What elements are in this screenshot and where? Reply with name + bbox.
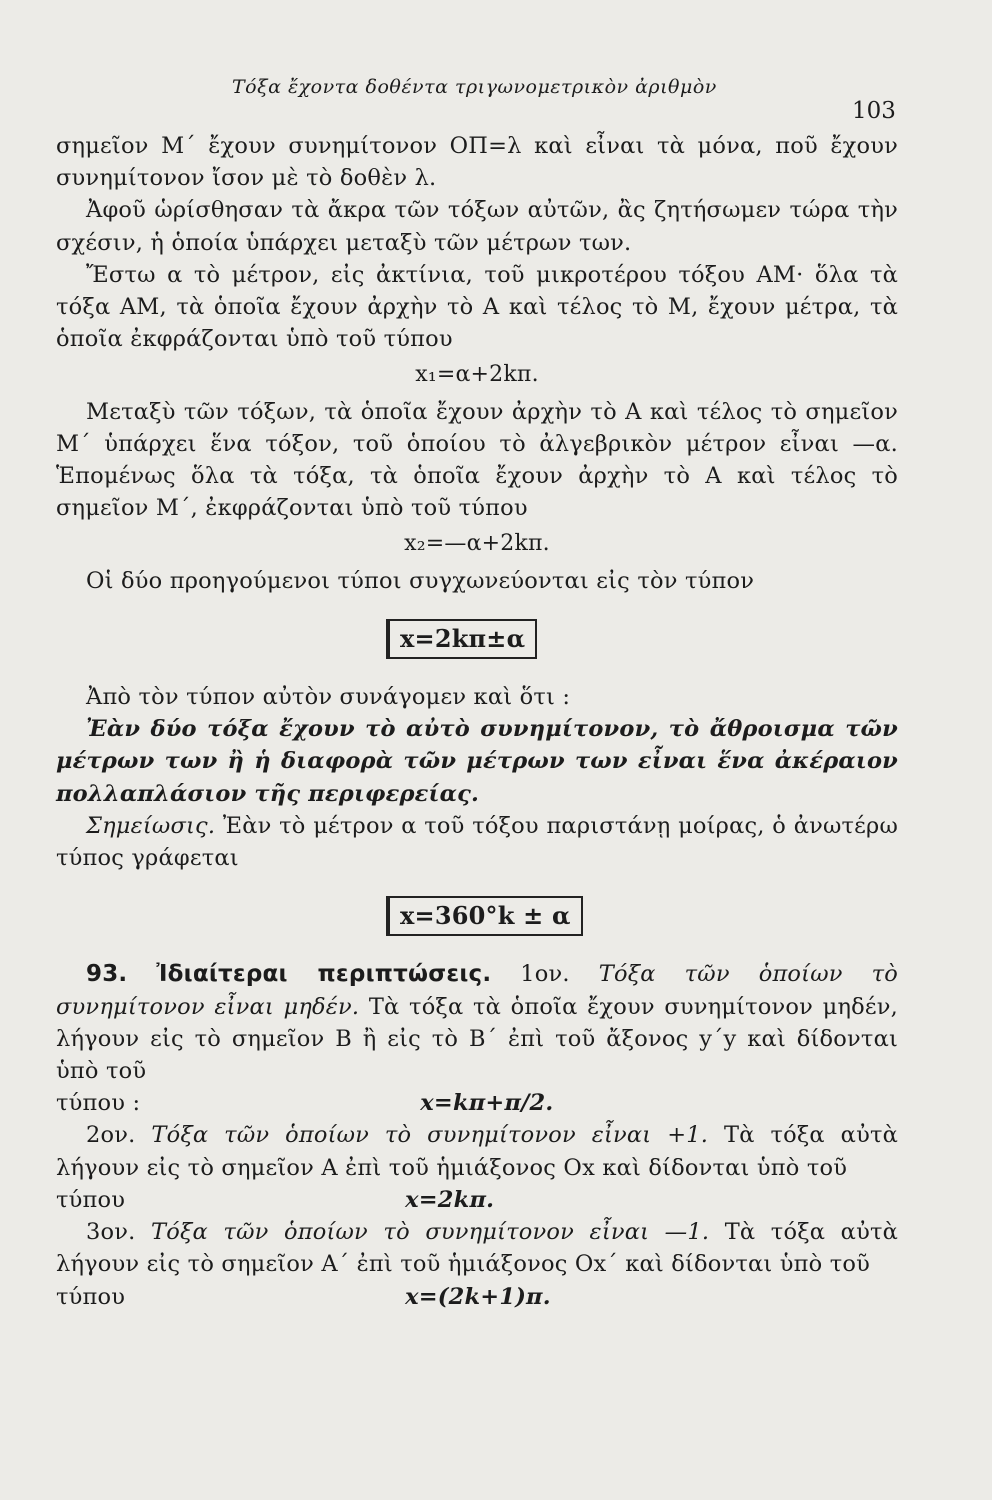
formula-x1: x₁=α+2kπ. bbox=[415, 362, 539, 388]
case-1-formula: x=kπ+π/2. bbox=[420, 1090, 554, 1117]
note-text: Ἐὰν τὸ μέτρον α τοῦ τόξου παριστάνῃ μοίρας, ὁ ἀνωτέρω τύπος γράφεται bbox=[56, 812, 898, 872]
page-number: 103 bbox=[852, 98, 896, 124]
section-number: 93. bbox=[86, 961, 128, 988]
case-3-label: 3ον. bbox=[86, 1219, 136, 1246]
case-2-heading: Τόξα τῶν ὁποίων τὸ συνημίτονον εἶναι +1. bbox=[151, 1122, 709, 1149]
case-2-paragraph bbox=[56, 1119, 898, 1183]
case-2-formula: x=2kπ. bbox=[405, 1186, 495, 1213]
paragraph-1: σημεῖον Μ΄ ἔχουν συνημίτονον ΟΠ=λ καὶ εἶναι τὰ μόνα, ποῦ ἔχουν συνημίτονον ἴσον μὲ τὸ δοθὲν λ. bbox=[56, 133, 898, 192]
paragraph-2: Ἀφοῦ ὡρίσθησαν τὰ ἄκρα τῶν τόξων αὐτῶν, ἂς ζητήσωμεν τώρα τὴν σχέσιν, ἡ ὁποία ὑπάρχει μεταξὺ τῶν μέτρων των. bbox=[56, 197, 898, 256]
theorem-statement: Ἐὰν δύο τόξα ἔχουν τὸ αὐτὸ συνημίτονον, τὸ ἄθροισμα τῶν μέτρων των ἢ ἡ διαφορὰ τῶν μέτρων των εἶναι ἕνα ἀκέραιον πολλαπλάσιον τῆς περιφερείας. bbox=[56, 716, 898, 807]
case-3-heading: Τόξα τῶν ὁποίων τὸ συνημίτονον εἶναι —1. bbox=[151, 1219, 710, 1246]
page-body bbox=[56, 130, 898, 1313]
note-paragraph bbox=[56, 810, 898, 874]
case-1-formula-line bbox=[56, 1087, 898, 1119]
case-2-text: Τὰ τόξα αὐτὰ λήγουν εἰς τὸ σημεῖον Α ἐπὶ τοῦ ἡμιάξονος Οx καὶ δίδονται ὑπὸ τοῦ bbox=[56, 1122, 899, 1181]
case-2-lead: τύπου bbox=[56, 1186, 126, 1213]
case-1-heading: Τόξα τῶν ὁποίων τὸ συνημίτονον εἶναι μηδέν. bbox=[56, 961, 898, 1020]
case-1-lead: τύπου : bbox=[56, 1090, 141, 1117]
case-3-lead: τύπου bbox=[56, 1283, 126, 1310]
case-3-text: Τὰ τόξα αὐτὰ λήγουν εἰς τὸ σημεῖον Α΄ ἐπὶ τοῦ ἡμιάξονος Οx΄ καὶ δίδονται ὑπὸ τοῦ bbox=[56, 1219, 898, 1278]
case-3-paragraph bbox=[56, 1216, 898, 1280]
section-93-case-1 bbox=[56, 958, 898, 1087]
paragraph-4: Μεταξὺ τῶν τόξων, τὰ ὁποῖα ἔχουν ἀρχὴν τὸ Α καὶ τέλος τὸ σημεῖον Μ΄ ὑπάρχει ἕνα τόξον, τοῦ ὁποίου τὸ ἀλγεβρικὸν μέτρον εἶναι —α. Ἑπομένως ὅλα τὰ τόξα, τὰ ὁποῖα ἔχουν ἀρχὴν τὸ Α καὶ τέλος τὸ σημεῖον Μ΄, ἐκφράζονται ὑπὸ τοῦ τύπου bbox=[56, 398, 898, 522]
paragraph-3: Ἔστω α τὸ μέτρον, εἰς ἀκτίνια, τοῦ μικροτέρου τόξου ΑΜ· ὅλα τὰ τόξα ΑΜ, τὰ ὁποῖα ἔχουν ἀρχὴν τὸ Α καὶ τέλος τὸ Μ, ἔχουν μέτρα, τὰ ὁποῖα ἐκφράζονται ὑπὸ τοῦ τύπου bbox=[56, 261, 898, 353]
boxed-formula-degrees: x=360°k ± α bbox=[386, 896, 583, 936]
running-header: Τόξα ἔχοντα δοθέντα τριγωνομετρικὸν ἀριθμὸν bbox=[232, 76, 717, 98]
paragraph-5: Οἱ δύο προηγούμενοι τύποι συγχωνεύονται εἰς τὸν τύπον bbox=[86, 567, 755, 594]
paragraph-6: Ἀπὸ τὸν τύπον αὐτὸν συνάγομεν καὶ ὅτι : bbox=[86, 684, 571, 711]
case-3-formula: x=(2k+1)π. bbox=[405, 1283, 551, 1310]
section-title: Ἰδιαίτεραι περιπτώσεις. bbox=[156, 961, 492, 988]
case-2-label: 2ον. bbox=[86, 1122, 136, 1149]
formula-x2: x₂=—α+2kπ. bbox=[404, 531, 550, 557]
boxed-formula-radians: x=2kπ±α bbox=[386, 619, 537, 659]
case-3-formula-line bbox=[56, 1281, 898, 1313]
case-1-text: Τὰ τόξα τὰ ὁποῖα ἔχουν συνημίτονον μηδέν, λήγουν εἰς τὸ σημεῖον Β ἢ εἰς τὸ Β΄ ἐπὶ τοῦ ἄξονος y΄y καὶ δίδονται ὑπὸ τοῦ bbox=[56, 993, 898, 1085]
note-label: Σημείωσις. bbox=[86, 812, 216, 839]
case-1-label: 1ον. bbox=[520, 961, 570, 988]
case-2-formula-line bbox=[56, 1184, 898, 1216]
